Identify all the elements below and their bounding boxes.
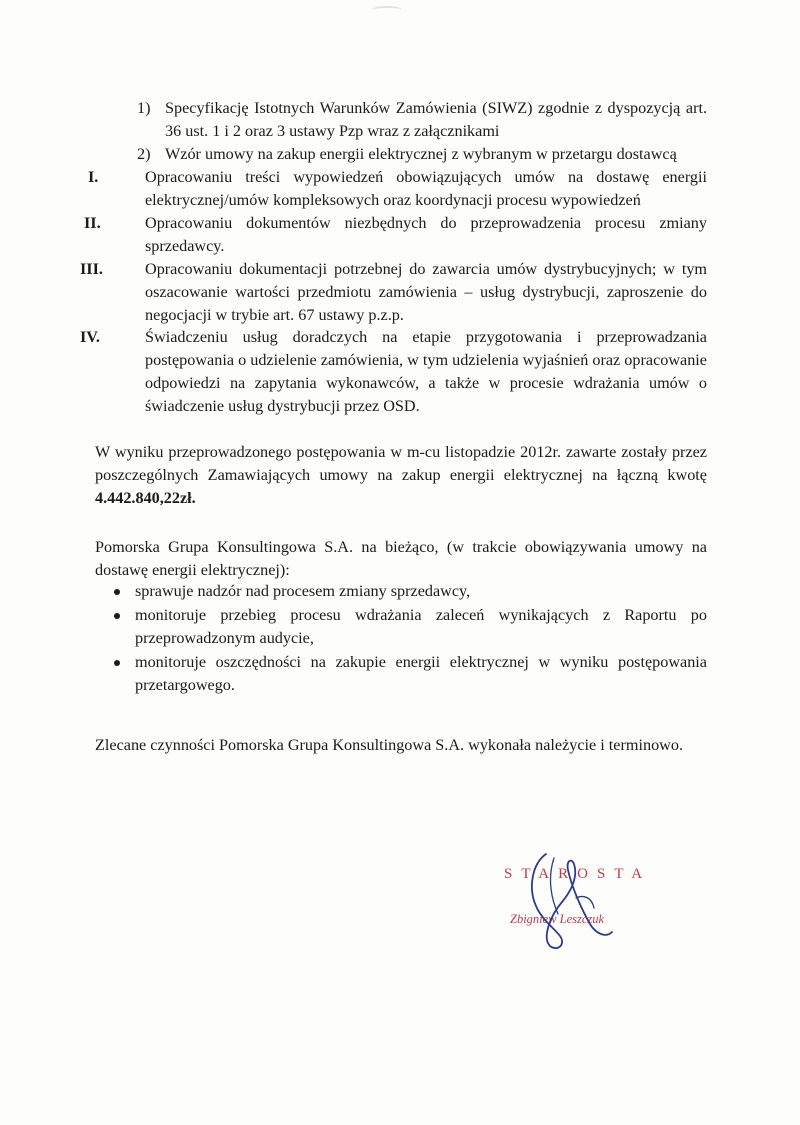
paragraph-line: Pomorska Grupa Konsultingowa S.A. na bieżąco, (w trakcie obowiązywania umowy na <box>95 538 707 556</box>
roman-item-line: Opracowaniu treści wypowiedzeń obowiązujących umów na dostawę energii <box>145 168 707 186</box>
closing-sentence: Zlecane czynności Pomorska Grupa Konsultingowa S.A. wykonała należycie i terminowo. <box>95 736 683 754</box>
bullet-line: sprawuje nadzór nad procesem zmiany sprzedawcy, <box>135 582 471 600</box>
paragraph-line: dostawę energii elektrycznej): <box>95 561 290 579</box>
numbered-item-line: Specyfikację Istotnych Warunków Zamówienia (SIWZ) zgodnie z dyspozycją art. <box>165 99 707 117</box>
roman-item-line: negocjacji w trybie art. 67 ustawy p.z.p. <box>145 306 404 324</box>
bullet-line: monitoruje oszczędności na zakupie energii elektrycznej w wyniku postępowania <box>135 653 707 671</box>
roman-item-line: elektrycznej/umów kompleksowych oraz koordynacji procesu wypowiedzeń <box>145 191 641 209</box>
roman-item-marker: I. <box>88 168 99 186</box>
numbered-item-2 <box>137 143 707 166</box>
bullet-line: przetargowego. <box>135 676 235 694</box>
bullet-item <box>110 604 707 650</box>
stamp-title: STAROSTA <box>504 866 652 882</box>
numbered-item-line: Wzór umowy na zakup energii elektrycznej z wybranym w przetargu dostawcą <box>165 145 677 163</box>
roman-item-line: odpowiedzi na zapytania wykonawców, a także w procesie wdrażania umów o <box>145 374 707 392</box>
bullet-item <box>110 651 707 697</box>
bullet-icon <box>114 613 120 619</box>
roman-item-line: Opracowaniu dokumentacji potrzebnej do zawarcia umów dystrybucyjnych; w tym <box>145 260 707 278</box>
roman-item-line: sprzedawcy. <box>145 237 225 255</box>
roman-item-line: Opracowaniu dokumentów niezbędnych do przeprowadzenia procesu zmiany <box>145 214 707 232</box>
contract-amount: 4.442.840,22zł. <box>95 489 196 507</box>
paragraph-line: W wyniku przeprowadzonego postępowania w m-cu listopadzie 2012r. zawarte zostały przez <box>95 443 707 461</box>
numbered-item-1 <box>137 97 707 143</box>
roman-item-marker: III. <box>80 260 103 278</box>
paragraph-line: poszczególnych Zamawiających umowy na zakup energii elektrycznej na łączną kwotę <box>95 466 707 484</box>
bullet-line: przeprowadzonym audycie, <box>135 629 314 647</box>
roman-item-line: świadczenie usług dystrybucji przez OSD. <box>145 397 420 415</box>
result-paragraph <box>95 441 707 510</box>
monitoring-intro <box>95 536 707 582</box>
numbered-item-marker: 2) <box>137 145 151 163</box>
numbered-item-line: 36 ust. 1 i 2 oraz 3 ustawy Pzp wraz z załącznikami <box>165 122 500 140</box>
stamp-name: Zbigniew Leszczuk <box>510 912 605 926</box>
roman-item-line: oszacowanie wartości przedmiotu zamówienia – usług dystrybucji, zaproszenie do <box>145 283 707 301</box>
roman-item-line: Świadczeniu usług doradczych na etapie przygotowania i przeprowadzania <box>145 328 707 346</box>
bullet-line: monitoruje przebieg procesu wdrażania zaleceń wynikających z Raportu po <box>135 606 707 624</box>
bullet-item <box>110 580 707 603</box>
scan-mark <box>372 6 402 14</box>
bullet-icon <box>114 660 120 666</box>
roman-item-marker: II. <box>84 214 101 232</box>
roman-item-marker: IV. <box>80 328 100 346</box>
numbered-item-marker: 1) <box>137 99 151 117</box>
roman-item-line: postępowania o udzielenie zamówienia, w tym udzielenia wyjaśnień oraz opracowanie <box>145 351 707 369</box>
handwritten-signature <box>488 836 668 956</box>
bullet-list <box>110 580 707 697</box>
bullet-icon <box>114 589 120 595</box>
official-stamp <box>488 836 668 956</box>
